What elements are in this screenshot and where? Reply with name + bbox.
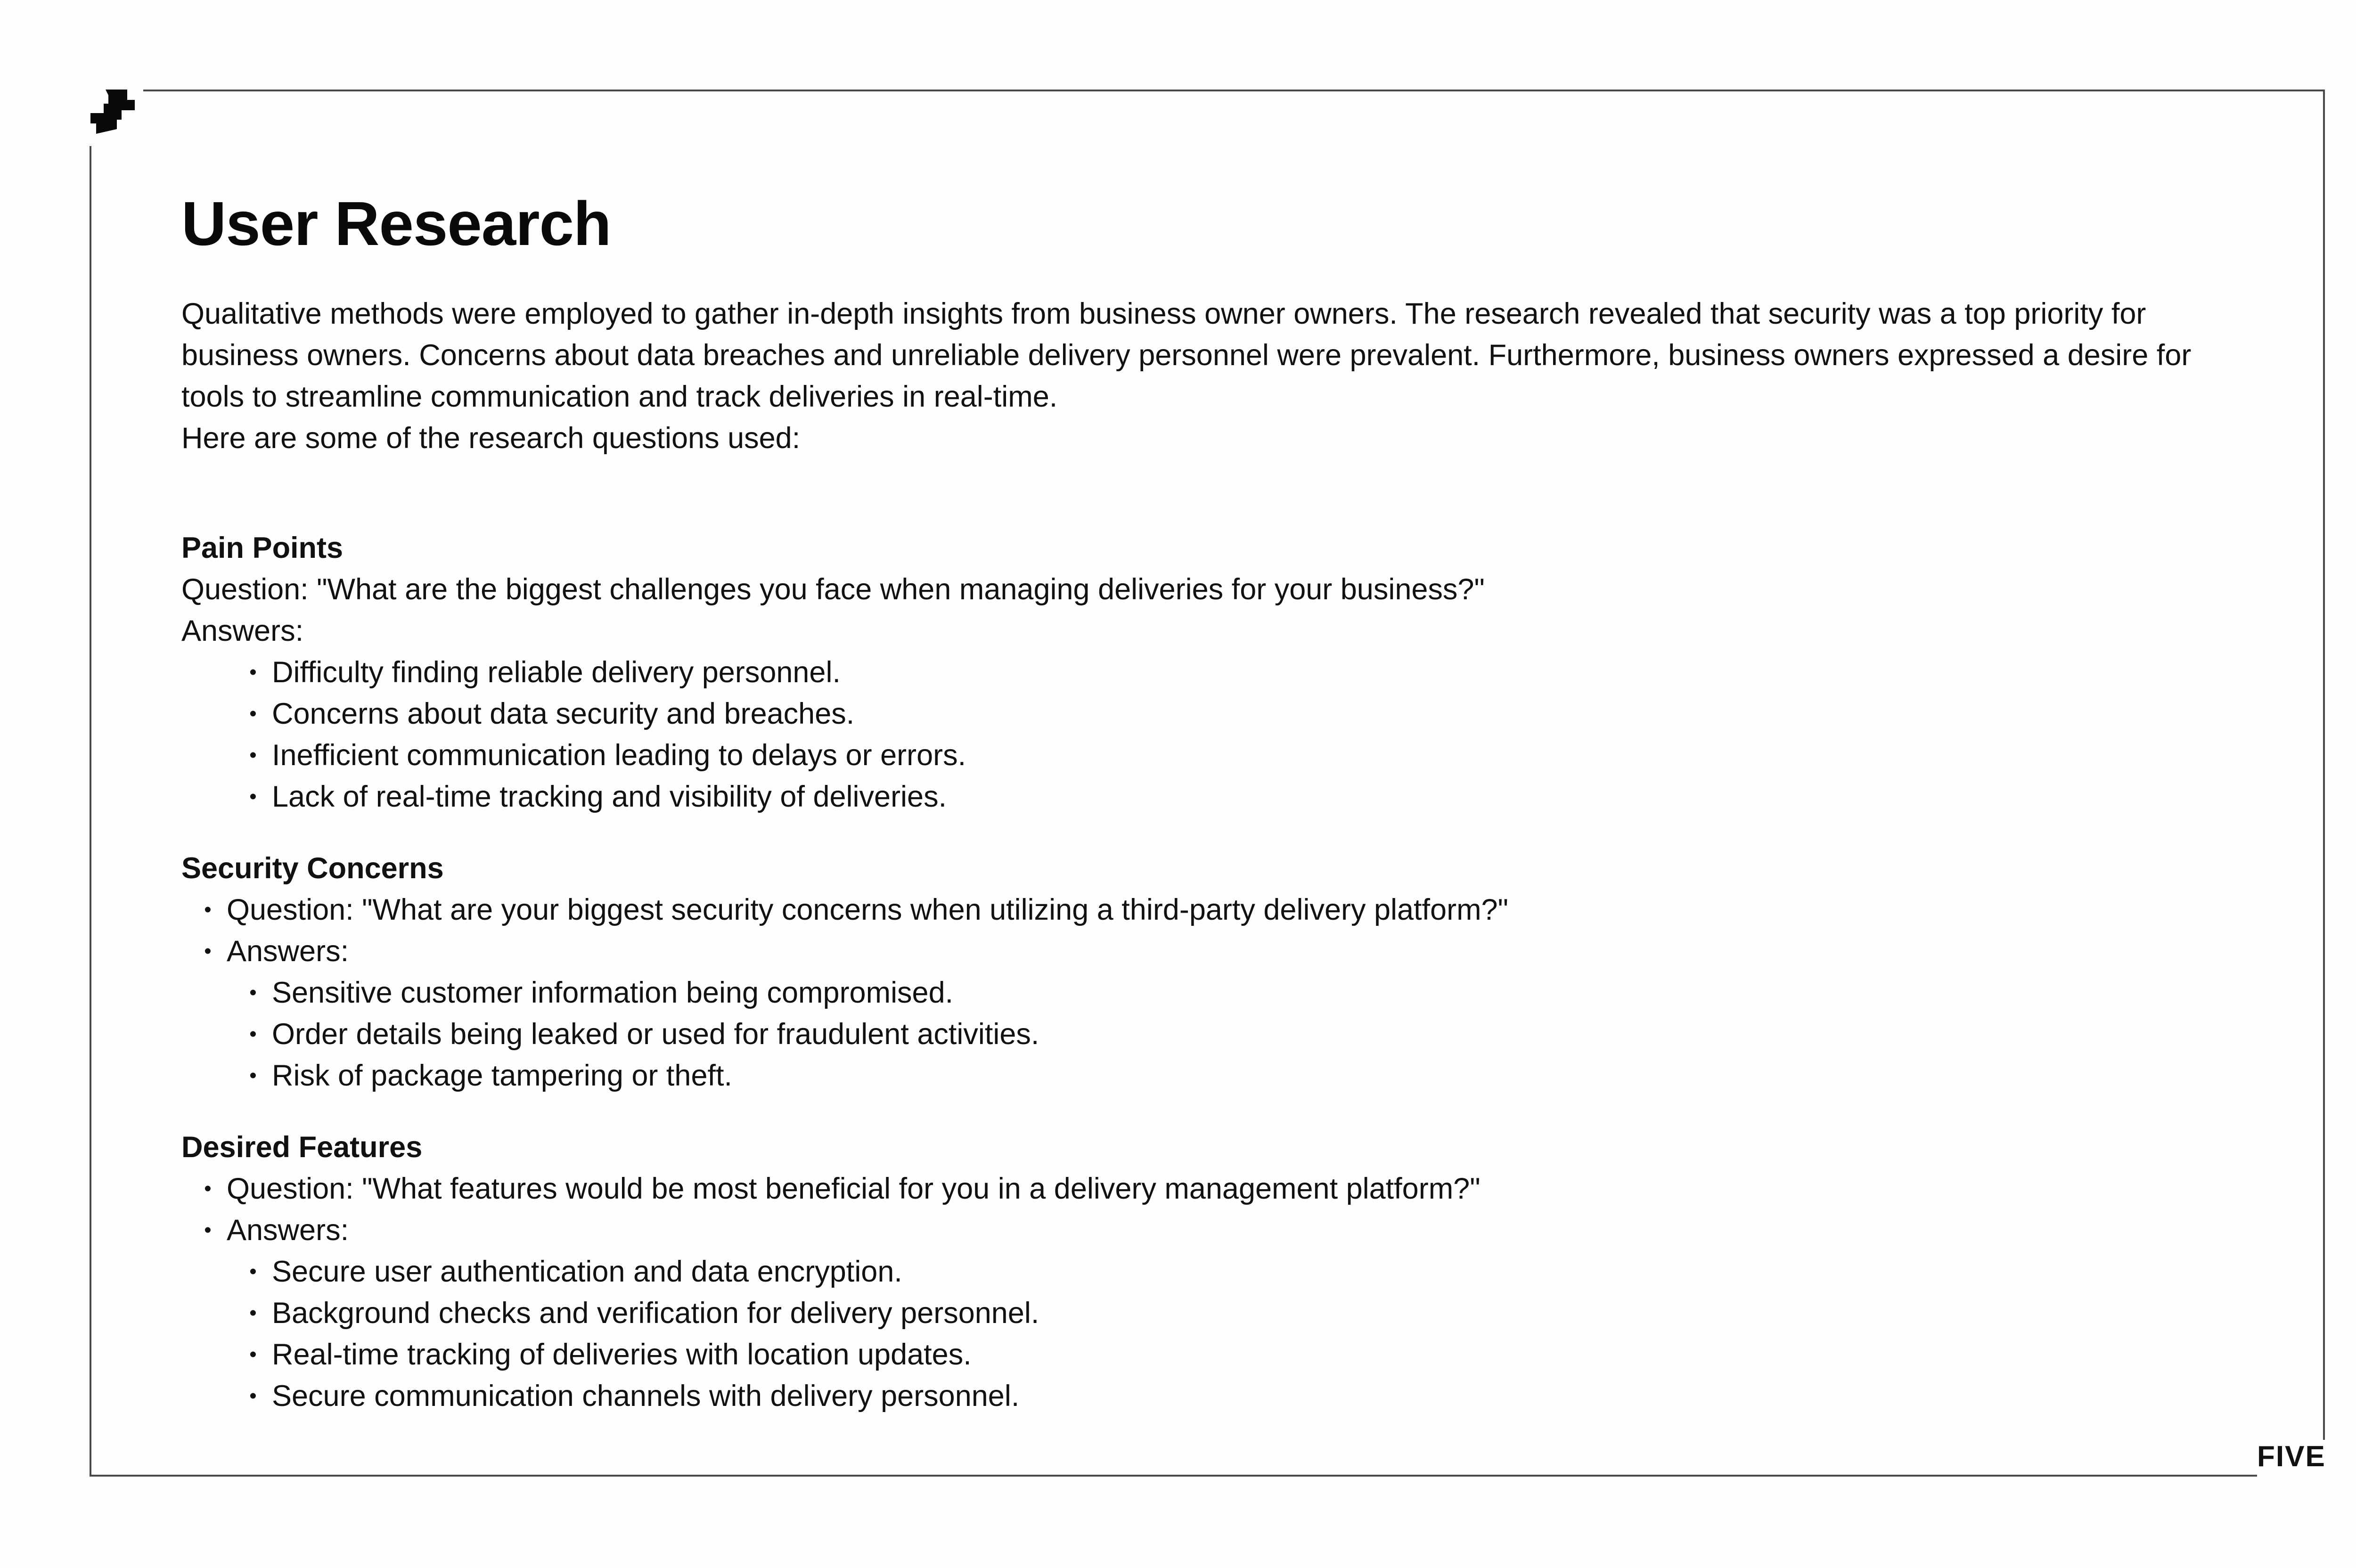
- answer-text: Real-time tracking of deliveries with location updates.: [272, 1338, 972, 1371]
- answer-text: Concerns about data security and breaches.: [272, 697, 855, 730]
- answer-list: [181, 652, 2236, 817]
- list-item: [249, 1251, 2236, 1292]
- brand-mark-svg: [88, 86, 139, 138]
- bullet-icon: •: [249, 1260, 257, 1283]
- section-security-concerns: [181, 848, 2236, 1096]
- brand-mark-shape: [90, 90, 135, 134]
- section-answers-label: Answers:: [227, 1214, 349, 1247]
- frame-top-border: [143, 90, 2325, 91]
- list-item: [204, 889, 2236, 931]
- list-item: [249, 1055, 2236, 1096]
- bullet-icon: •: [249, 1064, 257, 1087]
- section-answers-label: Answers:: [181, 614, 304, 647]
- answer-text: Inefficient communication leading to delays or errors.: [272, 739, 966, 772]
- answer-text: Risk of package tampering or theft.: [272, 1059, 732, 1092]
- list-item: [249, 776, 2236, 817]
- answer-text: Secure communication channels with delivery personnel.: [272, 1380, 1020, 1413]
- section-desired-features: [181, 1127, 2236, 1417]
- answer-text: Secure user authentication and data encryption.: [272, 1255, 902, 1288]
- section-title: Desired Features: [181, 1131, 423, 1164]
- bullet-icon: •: [249, 785, 257, 808]
- list-item: [204, 1168, 2236, 1209]
- list-item: [249, 1334, 2236, 1375]
- section-title: Security Concerns: [181, 852, 444, 885]
- section-title: Pain Points: [181, 531, 344, 564]
- bullet-icon: •: [249, 1301, 257, 1324]
- list-item: [249, 735, 2236, 776]
- bullet-icon: •: [249, 743, 257, 767]
- bullet-icon: •: [249, 702, 257, 725]
- list-item: [249, 652, 2236, 693]
- bullet-icon: •: [249, 1384, 257, 1407]
- answer-list: [181, 972, 2236, 1096]
- list-item: [249, 1013, 2236, 1055]
- list-item: [249, 1375, 2236, 1417]
- section-question: Question: "What features would be most beneficial for you in a delivery management platform?": [227, 1172, 1481, 1205]
- page-title: User Research: [181, 189, 611, 258]
- answer-text: Order details being leaked or used for fraudulent activities.: [272, 1018, 1039, 1051]
- bullet-icon: •: [249, 661, 257, 684]
- answer-text: Sensitive customer information being compromised.: [272, 976, 954, 1009]
- bullet-icon: •: [249, 1022, 257, 1045]
- question-list: [181, 1168, 2236, 1251]
- main-content: [181, 179, 2236, 1417]
- section-question: Question: "What are your biggest security concerns when utilizing a third-party delivery platform?": [227, 893, 1508, 926]
- bullet-icon: •: [204, 898, 212, 921]
- intro-paragraph: Qualitative methods were employed to gather in-depth insights from business owner owners. The research revealed that security was a top priority for business owners. Concerns about data breaches and unreliable delivery personnel were prevalent. Furthermore, business owners expressed a desire for tools to streamline communication and track deliveries in real-time.: [181, 297, 2192, 413]
- bullet-icon: •: [204, 939, 212, 963]
- frame-left-border: [90, 146, 91, 1477]
- answer-text: Background checks and verification for delivery personnel.: [272, 1297, 1039, 1330]
- answer-list: [181, 1251, 2236, 1417]
- bullet-icon: •: [249, 1343, 257, 1366]
- answer-text: Lack of real-time tracking and visibility of deliveries.: [272, 780, 947, 813]
- list-item: [249, 972, 2236, 1013]
- section-question: Question: "What are the biggest challenges you face when managing deliveries for your business?": [181, 573, 1485, 606]
- frame-bottom-border: [90, 1475, 2257, 1477]
- intro-lead-in: Here are some of the research questions used:: [181, 422, 801, 455]
- page-number: FIVE: [2257, 1440, 2326, 1473]
- list-item: [249, 693, 2236, 735]
- list-item: [204, 1209, 2236, 1251]
- answer-text: Difficulty finding reliable delivery personnel.: [272, 656, 841, 689]
- list-item: [204, 931, 2236, 972]
- bullet-icon: •: [249, 981, 257, 1004]
- question-list: [181, 889, 2236, 972]
- section-answers-label: Answers:: [227, 935, 349, 968]
- section-pain-points: [181, 527, 2236, 817]
- intro-block: [181, 293, 2236, 459]
- brand-mark-icon: [88, 86, 139, 138]
- list-item: [249, 1292, 2236, 1334]
- bullet-icon: •: [204, 1177, 212, 1200]
- frame-right-border: [2323, 90, 2325, 1440]
- bullet-icon: •: [204, 1218, 212, 1241]
